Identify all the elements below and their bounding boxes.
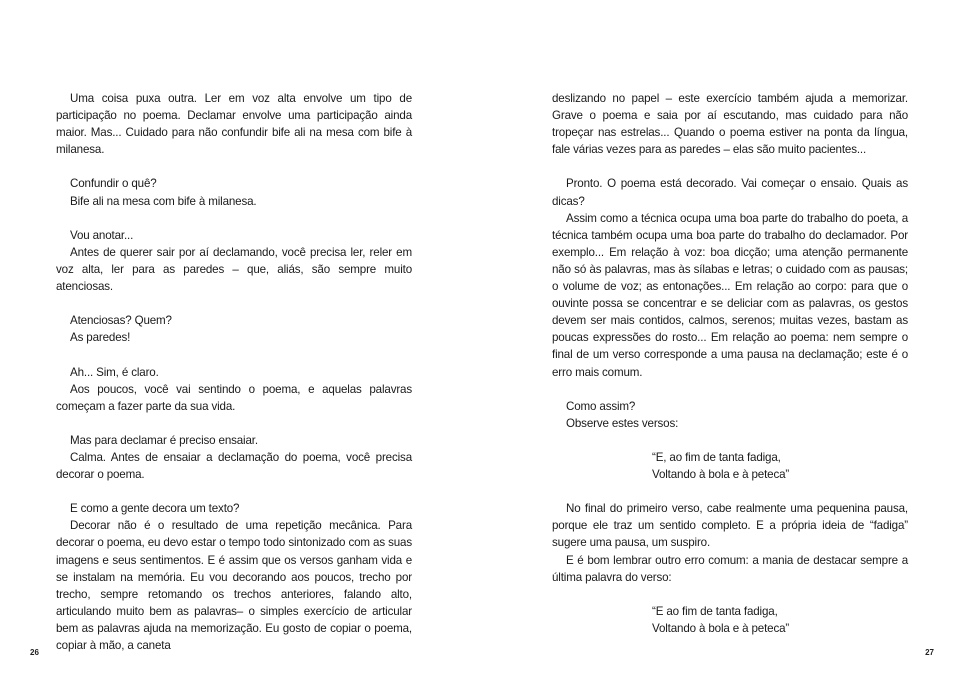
right-page — [482, 0, 964, 680]
paragraph: Uma coisa puxa outra. Ler em voz alta envolve um tipo de participação no poema. Declamar envolve uma participação ainda maior. Mas... Cuidado para não confundir bife ali na mesa com bife à milanesa. — [56, 92, 412, 157]
page-number: 26 — [30, 648, 39, 657]
paragraph: E é bom lembrar outro erro comum: a mania de destacar sempre a última palavra do verso: — [552, 553, 908, 584]
paragraph: Bife ali na mesa com bife à milanesa. — [70, 194, 257, 208]
page-number: 27 — [925, 648, 934, 657]
paragraph: Observe estes versos: — [566, 416, 679, 430]
paragraph: As paredes! — [70, 331, 131, 345]
paragraph: Atenciosas? Quem? — [70, 314, 172, 328]
right-page-text — [552, 90, 908, 637]
paragraph: Como assim? — [566, 399, 636, 413]
verse-line: Voltando à bola e à peteca” — [652, 621, 790, 635]
paragraph: Vou anotar... — [70, 228, 134, 242]
paragraph: No final do primeiro verso, cabe realmente uma pequenina pausa, porque ele traz um sentido completo. E a própria ideia de “fadiga” sugere uma pausa, um suspiro. — [552, 502, 908, 550]
paragraph: deslizando no papel – este exercício também ajuda a memorizar. Grave o poema e saia por aí escutando, mas cuidado para não tropeçar nas estrelas... Quando o poema estiver na ponta da língua, fale várias vezes para as paredes – elas são muito pacientes... — [552, 92, 908, 157]
paragraph: Pronto. O poema está decorado. Vai começar o ensaio. Quais as dicas? — [552, 177, 908, 208]
left-page-text — [56, 90, 412, 654]
paragraph: Ah... Sim, é claro. — [70, 365, 159, 379]
paragraph: E como a gente decora um texto? — [70, 502, 240, 516]
paragraph: Aos poucos, você vai sentindo o poema, e aquelas palavras começam a fazer parte da sua vida. — [56, 382, 412, 413]
paragraph: Confundir o quê? — [70, 177, 157, 191]
paragraph: Antes de querer sair por aí declamando, você precisa ler, reler em voz alta, ler para as paredes – que, aliás, são sempre muito atenciosas. — [56, 245, 412, 294]
paragraph: Decorar não é o resultado de uma repetição mecânica. Para decorar o poema, eu devo estar o tempo todo sintonizado com as suas imagens e seus sentimentos. E é assim que os versos ganham vida e se instalam na memória. Eu vou decorando aos poucos, trecho por trecho, sempre retomando os trechos anteriores, falando alto, articulando muito bem as palavras– o simples exercício de articular bem as palavras ajuda na memorização. Eu gosto de copiar o poema, copiar à mão, a caneta — [56, 519, 412, 652]
paragraph: Mas para declamar é preciso ensaiar. — [70, 433, 258, 447]
verse-line: Voltando à bola e à peteca” — [652, 468, 790, 482]
verse-line: “E ao fim de tanta fadiga, — [652, 604, 778, 618]
paragraph: Calma. Antes de ensaiar a declamação do poema, você precisa decorar o poema. — [56, 450, 412, 482]
verse-line: “E, ao fim de tanta fadiga, — [652, 450, 781, 464]
paragraph: Assim como a técnica ocupa uma boa parte do trabalho do poeta, a técnica também ocupa uma boa parte do trabalho do declamador. Por exemplo... Em relação à voz: boa dicção; uma atenção permanente não só às palavras, mas às sílabas e letras; o cuidado com as pausas; o volume de voz; as entonações... Em relação ao corpo: para que o ouvinte possa se concentrar e se deliciar com as palavras, os gestos devem ser mais contidos, calmos, serenos; muitas vezes, bastam as poucas expressões do rosto... Em relação ao poema: nem sempre o final de um verso corresponde a uma pausa na declamação; este é o erro mais comum. — [552, 211, 908, 379]
